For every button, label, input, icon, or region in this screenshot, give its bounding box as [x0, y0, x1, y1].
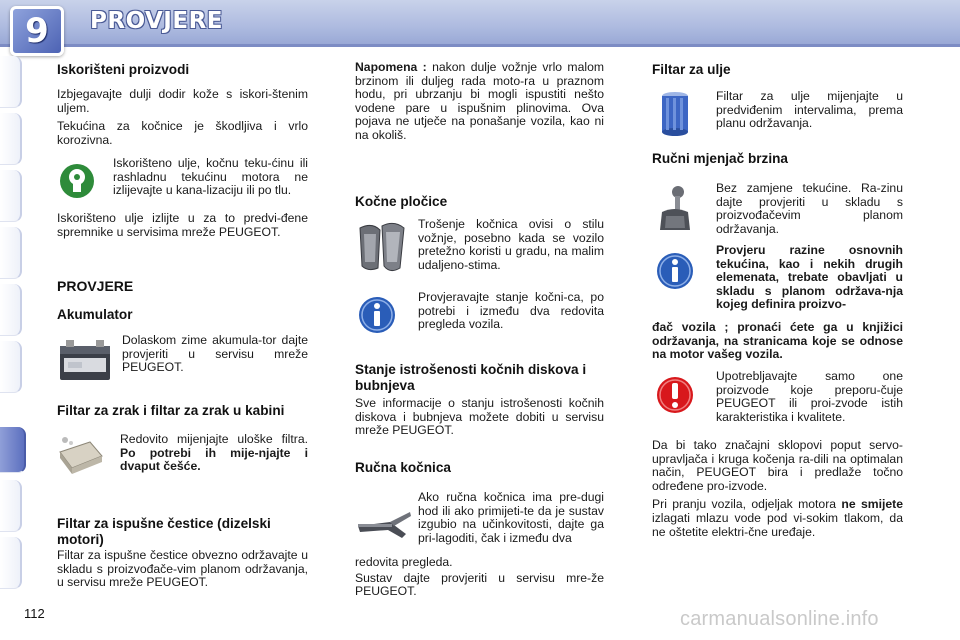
note-block [355, 61, 604, 148]
oil-filter-text: Filtar za ulje mijenjajte u predviđenim intervalima, prema planu održavanja. [716, 89, 903, 131]
battery-text: Dolaskom zime akumula-tor dajte provjeriti u servisu mreže PEUGEOT. [122, 333, 308, 375]
recycle-icon [56, 160, 98, 202]
section-title-used-products: Iskorišteni proizvodi [57, 62, 190, 77]
paragraph: redovita pregleda. [355, 555, 453, 569]
chapter-tab[interactable] [0, 227, 22, 279]
paragraph: Izbjegavajte dulji dodir kože s iskori-štenim uljem. [57, 87, 308, 115]
note-paragraph [355, 61, 604, 143]
air-filter-icon [56, 434, 106, 482]
section-title-handbrake: Ručna kočnica [355, 460, 451, 475]
gear-shift-icon [654, 184, 694, 234]
section-title-particulate-filter: Filtar za ispušne čestice (dizelski motori) [57, 516, 271, 547]
handbrake-text: Ako ručna kočnica ima pre-dugi hod ili ako primijeti-te da je sustav izgubio na učinkovitosti, dajte ga pri-lagoditi, čak i između dva [418, 490, 604, 545]
right-body [652, 439, 903, 544]
wash-text-end: izlagati mlazu vode pod vi-sokim tlakom, da ne oštetite elektri-čne uređaje. [652, 510, 903, 539]
brake-pads-info: Provjeravajte stanje kočni-ca, po potrebi i između dva redovita pregleda vozila. [418, 290, 604, 332]
page-title: PROVJERE [90, 8, 223, 34]
chapter-tab[interactable] [0, 341, 22, 393]
paragraph: Sve informacije o stanju istrošenosti kočnih diskova i bubnjeva možete dobiti u servisu mreže PEUGEOT. [355, 396, 604, 438]
watermark: carmanualsonline.info [680, 608, 879, 630]
section-title-air-filter: Filtar za zrak i filtar za zrak u kabini [57, 403, 285, 418]
wash-text-bold: ne smijete [841, 497, 903, 512]
page-number: 112 [24, 606, 45, 621]
oil-filter-icon [652, 88, 698, 140]
used-products-body-2 [57, 212, 308, 244]
note-text: nakon dulje vožnje vrlo malom brzinom ili duljeg rada moto-ra u praznom hodu, pri ubrzanju bi mogli ispustiti nešto vodene pare u ispušnim plinovima. Ova pojava ne utječe na ponašanje vozila, kao ni na okoliš. [355, 60, 604, 142]
battery-icon [56, 334, 114, 386]
section-title-manual-gearbox: Ručni mjenjač brzina [652, 151, 788, 166]
wash-text-start: Pri pranju vozila, odjeljak motora [652, 497, 837, 512]
chapter-tab[interactable] [0, 56, 22, 108]
chapter-tab[interactable] [0, 113, 22, 165]
section-title-oil-filter: Filtar za ulje [652, 62, 731, 77]
paragraph: Sustav dajte provjeriti u servisu mre-že PEUGEOT. [355, 570, 604, 599]
header-rule [0, 44, 960, 47]
info-icon [356, 294, 398, 336]
brake-discs-body [355, 397, 604, 443]
used-products-body [57, 88, 308, 152]
chapter-tab[interactable] [0, 170, 22, 222]
paragraph: Da bi tako značajni sklopovi poput servo-upravljača i kruga kočenja ra-dili na optimalan način, PEUGEOT bira i predlaže točno određene pro-izvode. [652, 438, 903, 493]
handbrake-icon [354, 500, 412, 542]
chapter-tabs [0, 56, 24, 616]
fluid-check-info-top: Provjeru razine osnovnih tekućina, kao i nekih drugih elemenata, trebate obavljati u skladu s planom održava-nja kojeg definira proizvo- [716, 243, 903, 312]
handbrake-body [355, 556, 604, 604]
warning-icon [654, 374, 696, 416]
used-products-note: Iskorišteno ulje, kočnu teku-ćinu ili rashladnu tekućinu motora ne izlijevajte u kana-lizaciju ili po tlu. [113, 156, 308, 198]
air-filter-text-regular: Redovito mijenjajte uloške filtra. [120, 432, 308, 446]
chapter-tab[interactable] [0, 537, 22, 589]
warning-text: Upotrebljavajte samo one proizvode koje preporu-čuje PEUGEOT ili proi-zvode istih karakteristika i kvalitete. [716, 369, 903, 424]
section-title-brake-pads: Kočne pločice [355, 194, 448, 209]
air-filter-text-bold: Po potrebi ih mije-njajte i dvaput češće. [120, 445, 308, 474]
fluid-check-info-bottom: đač vozila ; pronaći ćete ga u knjižici održavanja, na stranicama koje se odnose na motor vašeg vozila. [652, 320, 903, 362]
brake-pads-text: Trošenje kočnica ovisi o stilu vožnje, posebno kada se vozilo pretežno koristi u gradu, na malim udaljeno-stima. [418, 217, 604, 272]
paragraph: Tekućina za kočnice je škodljiva i vrlo korozivna. [57, 119, 308, 147]
brake-pads-icon [354, 218, 410, 276]
chapter-badge [10, 6, 64, 56]
chapter-tab-active[interactable] [0, 427, 26, 473]
section-title-battery: Akumulator [57, 307, 133, 322]
chapter-number: 9 [25, 11, 49, 51]
paragraph: Iskorišteno ulje izlijte u za to predvi-đene spremnike u servisima mreže PEUGEOT. [57, 211, 308, 239]
air-filter-text [120, 433, 308, 474]
note-label: Napomena : [355, 60, 427, 74]
section-title-brake-discs: Stanje istrošenosti kočnih diskova i bubnjeva [355, 362, 587, 393]
chapter-tab[interactable] [0, 480, 22, 532]
paragraph: Filtar za ispušne čestice obvezno održavajte u skladu s proizvođače-vim planom održavanja, u servisu mreže PEUGEOT. [57, 548, 308, 590]
info-icon [654, 250, 696, 292]
manual-gearbox-text: Bez zamjene tekućine. Ra-zinu dajte provjeriti u skladu s proizvođačevim planom održavanja. [716, 181, 903, 236]
section-heading-provjere: PROVJERE [57, 278, 134, 294]
paragraph [652, 498, 903, 539]
chapter-tab[interactable] [0, 284, 22, 336]
particulate-filter-body [57, 549, 308, 595]
